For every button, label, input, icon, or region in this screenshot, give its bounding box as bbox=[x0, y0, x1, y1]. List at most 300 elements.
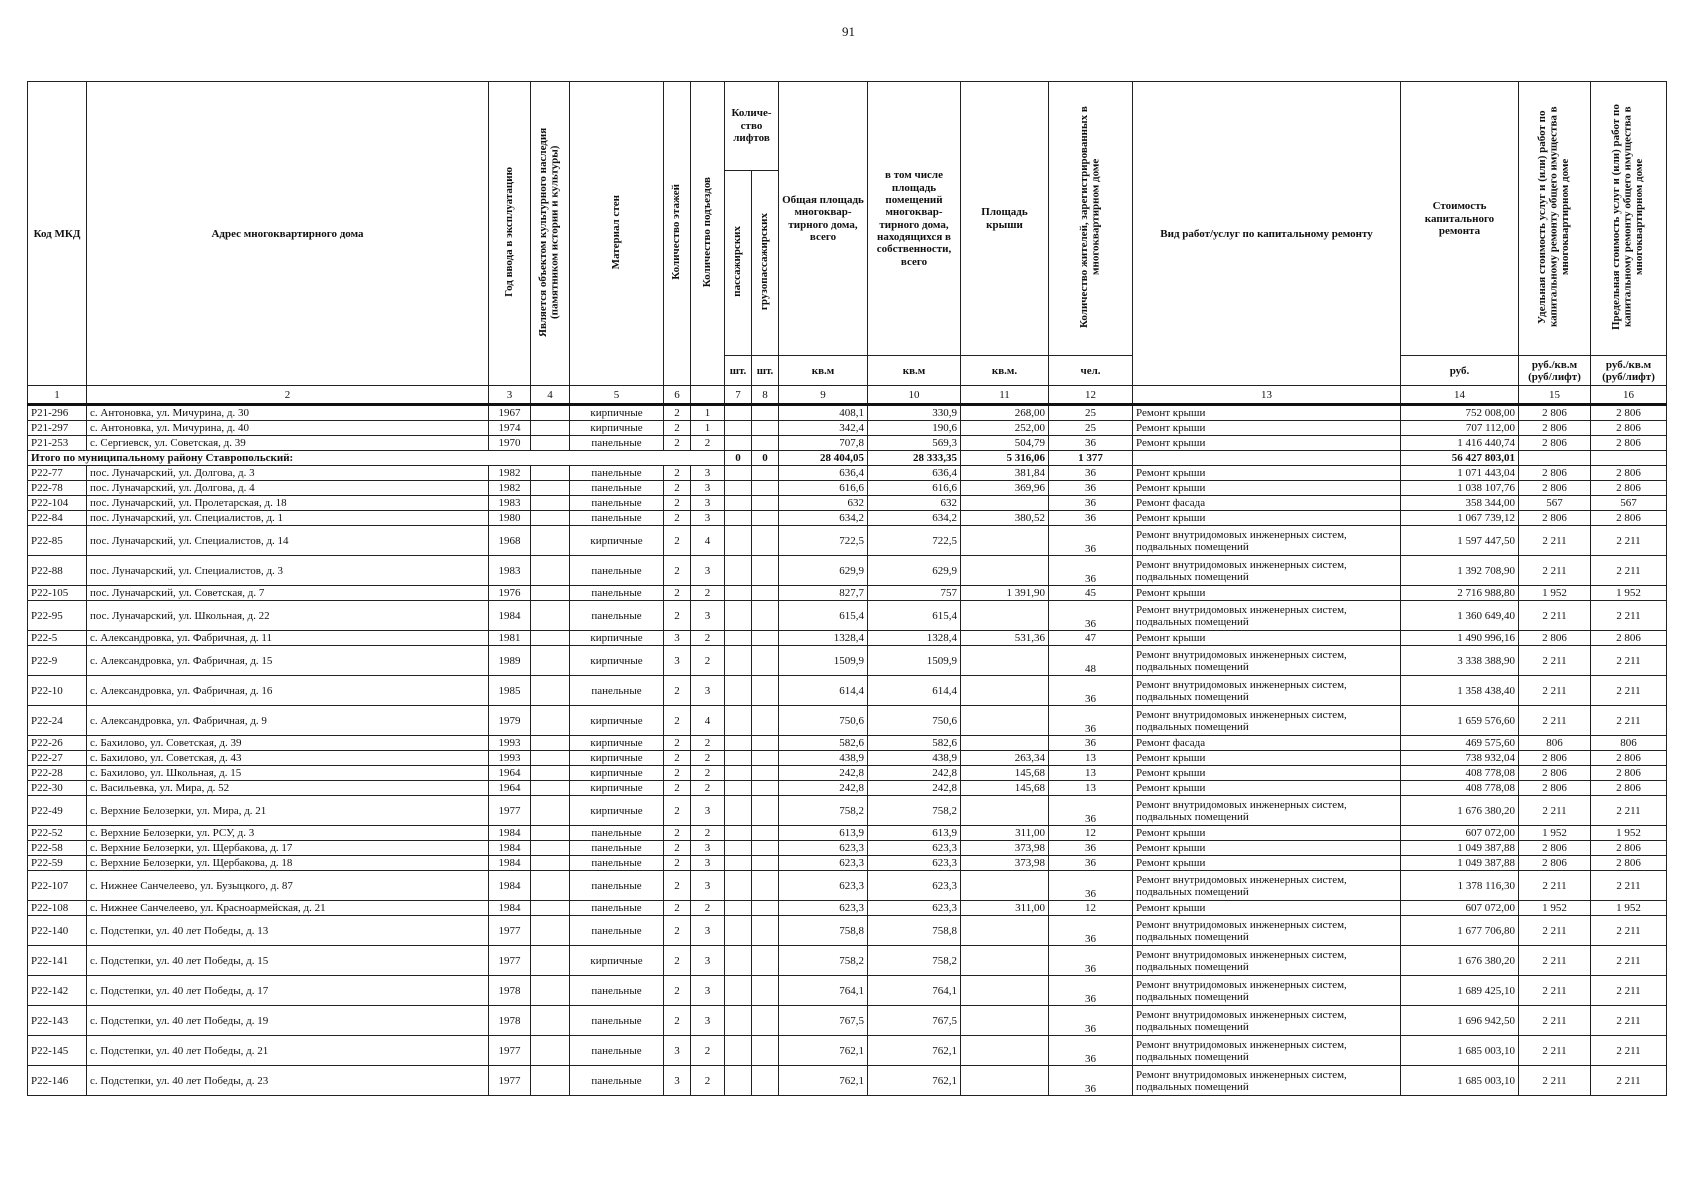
year-cell: 1983 bbox=[489, 496, 531, 511]
heritage-cell bbox=[531, 1006, 570, 1036]
mkd-code-cell: P22-49 bbox=[28, 796, 87, 826]
max-cost-cell: 2 211 bbox=[1591, 706, 1667, 736]
unit-cargo: шт. bbox=[752, 356, 779, 386]
max-cost-cell: 2 806 bbox=[1591, 436, 1667, 451]
floors-cell: 3 bbox=[664, 646, 691, 676]
repair-cost-cell: 1 597 447,50 bbox=[1401, 526, 1519, 556]
wall-material-cell: панельные bbox=[570, 826, 664, 841]
entrances-cell: 3 bbox=[691, 511, 725, 526]
mkd-code-cell: P22-95 bbox=[28, 601, 87, 631]
floors-cell: 2 bbox=[664, 871, 691, 901]
year-cell: 1984 bbox=[489, 856, 531, 871]
heritage-cell bbox=[531, 1036, 570, 1066]
heritage-cell bbox=[531, 676, 570, 706]
year-cell: 1993 bbox=[489, 751, 531, 766]
header-year: Год ввода в эксплуатацию bbox=[489, 82, 531, 386]
year-cell: 1984 bbox=[489, 601, 531, 631]
year-cell: 1977 bbox=[489, 1066, 531, 1096]
roof-area-cell bbox=[961, 1036, 1049, 1066]
table-row bbox=[28, 856, 1667, 871]
repair-cost-cell: 1 659 576,60 bbox=[1401, 706, 1519, 736]
roof-area-cell bbox=[961, 976, 1049, 1006]
address-cell: с. Верхние Белозерки, ул. Щербакова, д. 18 bbox=[87, 856, 489, 871]
table-row bbox=[28, 706, 1667, 736]
passenger-lifts-cell bbox=[725, 526, 752, 556]
wall-material-cell: панельные bbox=[570, 436, 664, 451]
max-cost-cell: 2 806 bbox=[1591, 421, 1667, 436]
roof-area-cell: 1 391,90 bbox=[961, 586, 1049, 601]
passenger-lifts-cell bbox=[725, 796, 752, 826]
owned-area-cell: 623,3 bbox=[868, 871, 961, 901]
heritage-cell bbox=[531, 436, 570, 451]
passenger-lifts-cell bbox=[725, 781, 752, 796]
entrances-cell: 4 bbox=[691, 526, 725, 556]
owned-area-cell: 569,3 bbox=[868, 436, 961, 451]
wall-material-cell: панельные bbox=[570, 466, 664, 481]
max-cost-cell: 2 211 bbox=[1591, 601, 1667, 631]
address-cell: с. Бахилово, ул. Советская, д. 43 bbox=[87, 751, 489, 766]
entrances-cell: 1 bbox=[691, 405, 725, 421]
total-area-cell: 764,1 bbox=[779, 976, 868, 1006]
unit-cost-cell: 2 211 bbox=[1519, 676, 1591, 706]
header-wall-material: Материал стен bbox=[570, 82, 664, 386]
passenger-lifts-cell bbox=[725, 436, 752, 451]
address-cell: с. Антоновка, ул. Мичурина, д. 40 bbox=[87, 421, 489, 436]
floors-cell: 2 bbox=[664, 466, 691, 481]
repair-cost-cell: 358 344,00 bbox=[1401, 496, 1519, 511]
residents-cell: 36 bbox=[1049, 496, 1133, 511]
work-type-cell: Ремонт внутридомовых инженерных систем, подвальных помещений bbox=[1133, 1066, 1401, 1096]
passenger-lifts-cell bbox=[725, 646, 752, 676]
roof-area-cell bbox=[961, 706, 1049, 736]
unit-cost-cell: 2 211 bbox=[1519, 1036, 1591, 1066]
year-cell: 1968 bbox=[489, 526, 531, 556]
residents-cell: 48 bbox=[1049, 646, 1133, 676]
roof-area-cell: 311,00 bbox=[961, 826, 1049, 841]
max-cost-cell: 2 211 bbox=[1591, 646, 1667, 676]
unit-cost-cell: 2 211 bbox=[1519, 1006, 1591, 1036]
cargo-lifts-cell bbox=[752, 916, 779, 946]
table-row bbox=[28, 586, 1667, 601]
residents-cell: 36 bbox=[1049, 871, 1133, 901]
work-type-cell: Ремонт внутридомовых инженерных систем, подвальных помещений bbox=[1133, 676, 1401, 706]
work-type-cell: Ремонт внутридомовых инженерных систем, подвальных помещений bbox=[1133, 796, 1401, 826]
roof-area-cell bbox=[961, 916, 1049, 946]
table-row bbox=[28, 511, 1667, 526]
unit-cost-cell: 2 211 bbox=[1519, 976, 1591, 1006]
cargo-lifts-cell bbox=[752, 1036, 779, 1066]
header-roof-area: Площадь крыши bbox=[961, 82, 1049, 356]
cargo-lifts-cell bbox=[752, 601, 779, 631]
total-area-cell: 636,4 bbox=[779, 466, 868, 481]
residents-cell: 36 bbox=[1049, 916, 1133, 946]
max-cost-cell: 2 211 bbox=[1591, 946, 1667, 976]
year-cell: 1964 bbox=[489, 781, 531, 796]
passenger-lifts-cell bbox=[725, 841, 752, 856]
entrances-cell: 3 bbox=[691, 841, 725, 856]
heritage-cell bbox=[531, 856, 570, 871]
work-type-cell: Ремонт внутридомовых инженерных систем, подвальных помещений bbox=[1133, 976, 1401, 1006]
repair-cost-cell: 1 360 649,40 bbox=[1401, 601, 1519, 631]
header-residents: Количество жителей, зарегистрированных в многоквартирном доме bbox=[1049, 82, 1133, 356]
unit-cost-cell: 2 211 bbox=[1519, 871, 1591, 901]
header-cargo-lifts: грузопассажирских bbox=[752, 170, 779, 356]
residents-cell: 47 bbox=[1049, 631, 1133, 646]
passenger-lifts-cell bbox=[725, 946, 752, 976]
entrances-cell: 3 bbox=[691, 481, 725, 496]
total-area-cell: 623,3 bbox=[779, 856, 868, 871]
roof-area-cell: 381,84 bbox=[961, 466, 1049, 481]
address-cell: с. Александровка, ул. Фабричная, д. 9 bbox=[87, 706, 489, 736]
table-row bbox=[28, 436, 1667, 451]
heritage-cell bbox=[531, 511, 570, 526]
repair-cost-cell: 1 677 706,80 bbox=[1401, 916, 1519, 946]
wall-material-cell: панельные bbox=[570, 601, 664, 631]
mkd-code-cell: P22-88 bbox=[28, 556, 87, 586]
address-cell: пос. Луначарский, ул. Специалистов, д. 1 bbox=[87, 511, 489, 526]
owned-area-cell: 632 bbox=[868, 496, 961, 511]
cargo-lifts-cell bbox=[752, 421, 779, 436]
col-number: 11 bbox=[961, 386, 1049, 405]
residents-cell: 13 bbox=[1049, 766, 1133, 781]
table-row bbox=[28, 781, 1667, 796]
heritage-cell bbox=[531, 916, 570, 946]
header-address: Адрес многоквартирного дома bbox=[87, 82, 489, 386]
owned-area-cell: 1509,9 bbox=[868, 646, 961, 676]
table-row bbox=[28, 976, 1667, 1006]
year-cell: 1981 bbox=[489, 631, 531, 646]
residents-cell: 36 bbox=[1049, 601, 1133, 631]
total-area-cell: 582,6 bbox=[779, 736, 868, 751]
repair-cost-cell: 3 338 388,90 bbox=[1401, 646, 1519, 676]
repair-cost-cell: 1 358 438,40 bbox=[1401, 676, 1519, 706]
unit-cost-cell: 2 211 bbox=[1519, 646, 1591, 676]
residents-cell: 36 bbox=[1049, 1066, 1133, 1096]
heritage-cell bbox=[531, 871, 570, 901]
total-label: Итого по муниципальному району Ставропольский: bbox=[28, 451, 725, 466]
unit-cost-cell: 2 211 bbox=[1519, 796, 1591, 826]
mkd-code-cell: P22-77 bbox=[28, 466, 87, 481]
table-row bbox=[28, 481, 1667, 496]
floors-cell: 2 bbox=[664, 916, 691, 946]
mkd-code-cell: P22-5 bbox=[28, 631, 87, 646]
cargo-lifts-cell bbox=[752, 976, 779, 1006]
wall-material-cell: кирпичные bbox=[570, 526, 664, 556]
owned-area-cell: 616,6 bbox=[868, 481, 961, 496]
unit-cost-cell: 2 806 bbox=[1519, 421, 1591, 436]
unit-cost-cell: 2 806 bbox=[1519, 841, 1591, 856]
repair-cost-cell: 1 378 116,30 bbox=[1401, 871, 1519, 901]
mkd-code-cell: P22-30 bbox=[28, 781, 87, 796]
roof-area-cell: 145,68 bbox=[961, 766, 1049, 781]
heritage-cell bbox=[531, 481, 570, 496]
address-cell: с. Бахилово, ул. Школьная, д. 15 bbox=[87, 766, 489, 781]
cargo-lifts-cell bbox=[752, 526, 779, 556]
address-cell: с. Подстепки, ул. 40 лет Победы, д. 17 bbox=[87, 976, 489, 1006]
cargo-lifts-cell bbox=[752, 751, 779, 766]
passenger-lifts-cell bbox=[725, 706, 752, 736]
passenger-lifts-cell bbox=[725, 1036, 752, 1066]
col-number: 12 bbox=[1049, 386, 1133, 405]
table-row bbox=[28, 871, 1667, 901]
cargo-lifts-cell bbox=[752, 676, 779, 706]
total-area-cell: 722,5 bbox=[779, 526, 868, 556]
residents-cell: 36 bbox=[1049, 511, 1133, 526]
max-cost-cell: 2 211 bbox=[1591, 1006, 1667, 1036]
passenger-lifts-cell bbox=[725, 676, 752, 706]
owned-area-cell: 634,2 bbox=[868, 511, 961, 526]
roof-area-cell bbox=[961, 736, 1049, 751]
unit-residents: чел. bbox=[1049, 356, 1133, 386]
repair-cost-cell: 408 778,08 bbox=[1401, 766, 1519, 781]
entrances-cell: 2 bbox=[691, 646, 725, 676]
table-row bbox=[28, 826, 1667, 841]
cargo-lifts-cell bbox=[752, 466, 779, 481]
col-number: 3 bbox=[489, 386, 531, 405]
wall-material-cell: панельные bbox=[570, 976, 664, 1006]
address-cell: с. Васильевка, ул. Мира, д. 52 bbox=[87, 781, 489, 796]
residents-cell: 12 bbox=[1049, 826, 1133, 841]
col-number: 9 bbox=[779, 386, 868, 405]
total-total-area: 28 404,05 bbox=[779, 451, 868, 466]
passenger-lifts-cell bbox=[725, 871, 752, 901]
table-row bbox=[28, 796, 1667, 826]
address-cell: с. Сергиевск, ул. Советская, д. 39 bbox=[87, 436, 489, 451]
table-row bbox=[28, 766, 1667, 781]
unit-cost-cell: 2 806 bbox=[1519, 751, 1591, 766]
repair-cost-cell: 1 685 003,10 bbox=[1401, 1066, 1519, 1096]
wall-material-cell: кирпичные bbox=[570, 766, 664, 781]
floors-cell: 2 bbox=[664, 751, 691, 766]
repair-cost-cell: 1 490 996,16 bbox=[1401, 631, 1519, 646]
year-cell: 1976 bbox=[489, 586, 531, 601]
residents-cell: 36 bbox=[1049, 1006, 1133, 1036]
address-cell: с. Подстепки, ул. 40 лет Победы, д. 13 bbox=[87, 916, 489, 946]
max-cost-cell: 2 806 bbox=[1591, 631, 1667, 646]
repair-cost-cell: 1 067 739,12 bbox=[1401, 511, 1519, 526]
heritage-cell bbox=[531, 781, 570, 796]
work-type-cell: Ремонт внутридомовых инженерных систем, подвальных помещений bbox=[1133, 1006, 1401, 1036]
owned-area-cell: 722,5 bbox=[868, 526, 961, 556]
max-cost-cell: 2 211 bbox=[1591, 916, 1667, 946]
col-number: 5 bbox=[570, 386, 664, 405]
total-area-cell: 623,3 bbox=[779, 871, 868, 901]
cargo-lifts-cell bbox=[752, 405, 779, 421]
work-type-cell: Ремонт внутридомовых инженерных систем, подвальных помещений bbox=[1133, 946, 1401, 976]
table-row bbox=[28, 526, 1667, 556]
address-cell: с. Антоновка, ул. Мичурина, д. 30 bbox=[87, 405, 489, 421]
passenger-lifts-cell bbox=[725, 631, 752, 646]
residents-cell: 36 bbox=[1049, 1036, 1133, 1066]
total-area-cell: 614,4 bbox=[779, 676, 868, 706]
wall-material-cell: панельные bbox=[570, 1066, 664, 1096]
mkd-code-cell: P22-105 bbox=[28, 586, 87, 601]
floors-cell: 2 bbox=[664, 946, 691, 976]
address-cell: с. Бахилово, ул. Советская, д. 39 bbox=[87, 736, 489, 751]
entrances-cell: 2 bbox=[691, 901, 725, 916]
passenger-lifts-cell bbox=[725, 556, 752, 586]
repair-cost-cell: 1 038 107,76 bbox=[1401, 481, 1519, 496]
cargo-lifts-cell bbox=[752, 706, 779, 736]
work-type-cell: Ремонт внутридомовых инженерных систем, подвальных помещений bbox=[1133, 916, 1401, 946]
owned-area-cell: 629,9 bbox=[868, 556, 961, 586]
unit-roof-area: кв.м. bbox=[961, 356, 1049, 386]
mkd-code-cell: P22-85 bbox=[28, 526, 87, 556]
year-cell: 1977 bbox=[489, 796, 531, 826]
work-type-cell: Ремонт крыши bbox=[1133, 841, 1401, 856]
address-cell: с. Александровка, ул. Фабричная, д. 11 bbox=[87, 631, 489, 646]
residents-cell: 25 bbox=[1049, 405, 1133, 421]
unit-cost-cell: 2 211 bbox=[1519, 526, 1591, 556]
owned-area-cell: 750,6 bbox=[868, 706, 961, 736]
entrances-cell: 2 bbox=[691, 586, 725, 601]
capital-repair-table bbox=[27, 81, 1667, 1096]
owned-area-cell: 615,4 bbox=[868, 601, 961, 631]
cargo-lifts-cell bbox=[752, 436, 779, 451]
unit-unit-cost: руб./кв.м (руб/лифт) bbox=[1519, 356, 1591, 386]
total-passenger-lifts: 0 bbox=[725, 451, 752, 466]
floors-cell: 2 bbox=[664, 826, 691, 841]
unit-cost-cell: 2 806 bbox=[1519, 781, 1591, 796]
col-number: 13 bbox=[1133, 386, 1401, 405]
col-number: 14 bbox=[1401, 386, 1519, 405]
work-type-cell: Ремонт крыши bbox=[1133, 766, 1401, 781]
heritage-cell bbox=[531, 556, 570, 586]
wall-material-cell: панельные bbox=[570, 676, 664, 706]
entrances-cell: 3 bbox=[691, 946, 725, 976]
heritage-cell bbox=[531, 736, 570, 751]
wall-material-cell: кирпичные bbox=[570, 405, 664, 421]
address-cell: пос. Луначарский, ул. Долгова, д. 3 bbox=[87, 466, 489, 481]
repair-cost-cell: 752 008,00 bbox=[1401, 405, 1519, 421]
roof-area-cell bbox=[961, 946, 1049, 976]
header-code: Код МКД bbox=[28, 82, 87, 386]
work-type-cell: Ремонт крыши bbox=[1133, 436, 1401, 451]
unit-passenger: шт. bbox=[725, 356, 752, 386]
passenger-lifts-cell bbox=[725, 826, 752, 841]
mkd-code-cell: P21-297 bbox=[28, 421, 87, 436]
residents-cell: 25 bbox=[1049, 421, 1133, 436]
floors-cell: 2 bbox=[664, 556, 691, 586]
roof-area-cell: 311,00 bbox=[961, 901, 1049, 916]
owned-area-cell: 623,3 bbox=[868, 841, 961, 856]
unit-cost-cell: 2 806 bbox=[1519, 405, 1591, 421]
table-row bbox=[28, 1036, 1667, 1066]
cargo-lifts-cell bbox=[752, 556, 779, 586]
total-area-cell: 616,6 bbox=[779, 481, 868, 496]
address-cell: пос. Луначарский, ул. Пролетарская, д. 18 bbox=[87, 496, 489, 511]
wall-material-cell: кирпичные bbox=[570, 781, 664, 796]
floors-cell: 3 bbox=[664, 1036, 691, 1066]
max-cost-cell: 2 806 bbox=[1591, 841, 1667, 856]
unit-cost-cell: 1 952 bbox=[1519, 826, 1591, 841]
heritage-cell bbox=[531, 405, 570, 421]
heritage-cell bbox=[531, 706, 570, 736]
address-cell: с. Александровка, ул. Фабричная, д. 16 bbox=[87, 676, 489, 706]
table-row bbox=[28, 556, 1667, 586]
floors-cell: 2 bbox=[664, 736, 691, 751]
cargo-lifts-cell bbox=[752, 631, 779, 646]
work-type-cell: Ремонт крыши bbox=[1133, 901, 1401, 916]
residents-cell: 36 bbox=[1049, 676, 1133, 706]
max-cost-cell: 2 806 bbox=[1591, 511, 1667, 526]
total-area-cell: 767,5 bbox=[779, 1006, 868, 1036]
work-type-cell: Ремонт крыши bbox=[1133, 586, 1401, 601]
total-area-cell: 408,1 bbox=[779, 405, 868, 421]
floors-cell: 2 bbox=[664, 766, 691, 781]
floors-cell: 2 bbox=[664, 841, 691, 856]
owned-area-cell: 758,8 bbox=[868, 916, 961, 946]
address-cell: с. Верхние Белозерки, ул. РСУ, д. 3 bbox=[87, 826, 489, 841]
repair-cost-cell: 408 778,08 bbox=[1401, 781, 1519, 796]
table-row bbox=[28, 676, 1667, 706]
table-row bbox=[28, 841, 1667, 856]
roof-area-cell: 504,79 bbox=[961, 436, 1049, 451]
cargo-lifts-cell bbox=[752, 796, 779, 826]
wall-material-cell: кирпичные bbox=[570, 946, 664, 976]
header-owned-area: в том числе площадь помещений многоквар-тирного дома, находящихся в собственности, всего bbox=[868, 82, 961, 356]
heritage-cell bbox=[531, 586, 570, 601]
floors-cell: 2 bbox=[664, 796, 691, 826]
residents-cell: 36 bbox=[1049, 796, 1133, 826]
residents-cell: 36 bbox=[1049, 706, 1133, 736]
year-cell: 1967 bbox=[489, 405, 531, 421]
wall-material-cell: панельные bbox=[570, 901, 664, 916]
unit-cost-cell: 2 806 bbox=[1519, 856, 1591, 871]
residents-cell: 36 bbox=[1049, 736, 1133, 751]
year-cell: 1982 bbox=[489, 466, 531, 481]
work-type-cell: Ремонт крыши bbox=[1133, 421, 1401, 436]
mkd-code-cell: P22-142 bbox=[28, 976, 87, 1006]
header-unit-cost: Удельная стоимость услуг и (или) работ по капитальному ремонту общего имущества в многоквартирном доме bbox=[1519, 82, 1591, 356]
unit-owned-area: кв.м bbox=[868, 356, 961, 386]
mkd-code-cell: P22-52 bbox=[28, 826, 87, 841]
table-row bbox=[28, 1066, 1667, 1096]
table-row bbox=[28, 916, 1667, 946]
total-area-cell: 438,9 bbox=[779, 751, 868, 766]
floors-cell: 2 bbox=[664, 706, 691, 736]
table-row bbox=[28, 466, 1667, 481]
total-area-cell: 242,8 bbox=[779, 781, 868, 796]
owned-area-cell: 614,4 bbox=[868, 676, 961, 706]
mkd-code-cell: P22-24 bbox=[28, 706, 87, 736]
work-type-cell: Ремонт внутридомовых инженерных систем, подвальных помещений bbox=[1133, 871, 1401, 901]
wall-material-cell: кирпичные bbox=[570, 646, 664, 676]
unit-cost-cell: 2 806 bbox=[1519, 631, 1591, 646]
year-cell: 1984 bbox=[489, 826, 531, 841]
max-cost-cell: 2 211 bbox=[1591, 676, 1667, 706]
floors-cell: 3 bbox=[664, 1066, 691, 1096]
total-area-cell: 623,3 bbox=[779, 841, 868, 856]
header-work-type: Вид работ/услуг по капитальному ремонту bbox=[1133, 82, 1401, 386]
roof-area-cell bbox=[961, 646, 1049, 676]
wall-material-cell: панельные bbox=[570, 871, 664, 901]
floors-cell: 2 bbox=[664, 511, 691, 526]
floors-cell: 2 bbox=[664, 436, 691, 451]
mkd-code-cell: P22-141 bbox=[28, 946, 87, 976]
max-cost-cell: 2 806 bbox=[1591, 781, 1667, 796]
residents-cell: 36 bbox=[1049, 436, 1133, 451]
unit-cost-cell: 2 806 bbox=[1519, 466, 1591, 481]
passenger-lifts-cell bbox=[725, 916, 752, 946]
mkd-code-cell: P22-104 bbox=[28, 496, 87, 511]
residents-cell: 36 bbox=[1049, 946, 1133, 976]
year-cell: 1989 bbox=[489, 646, 531, 676]
table-row bbox=[28, 736, 1667, 751]
total-area-cell: 762,1 bbox=[779, 1036, 868, 1066]
address-cell: пос. Луначарский, ул. Специалистов, д. 14 bbox=[87, 526, 489, 556]
mkd-code-cell: P22-9 bbox=[28, 646, 87, 676]
